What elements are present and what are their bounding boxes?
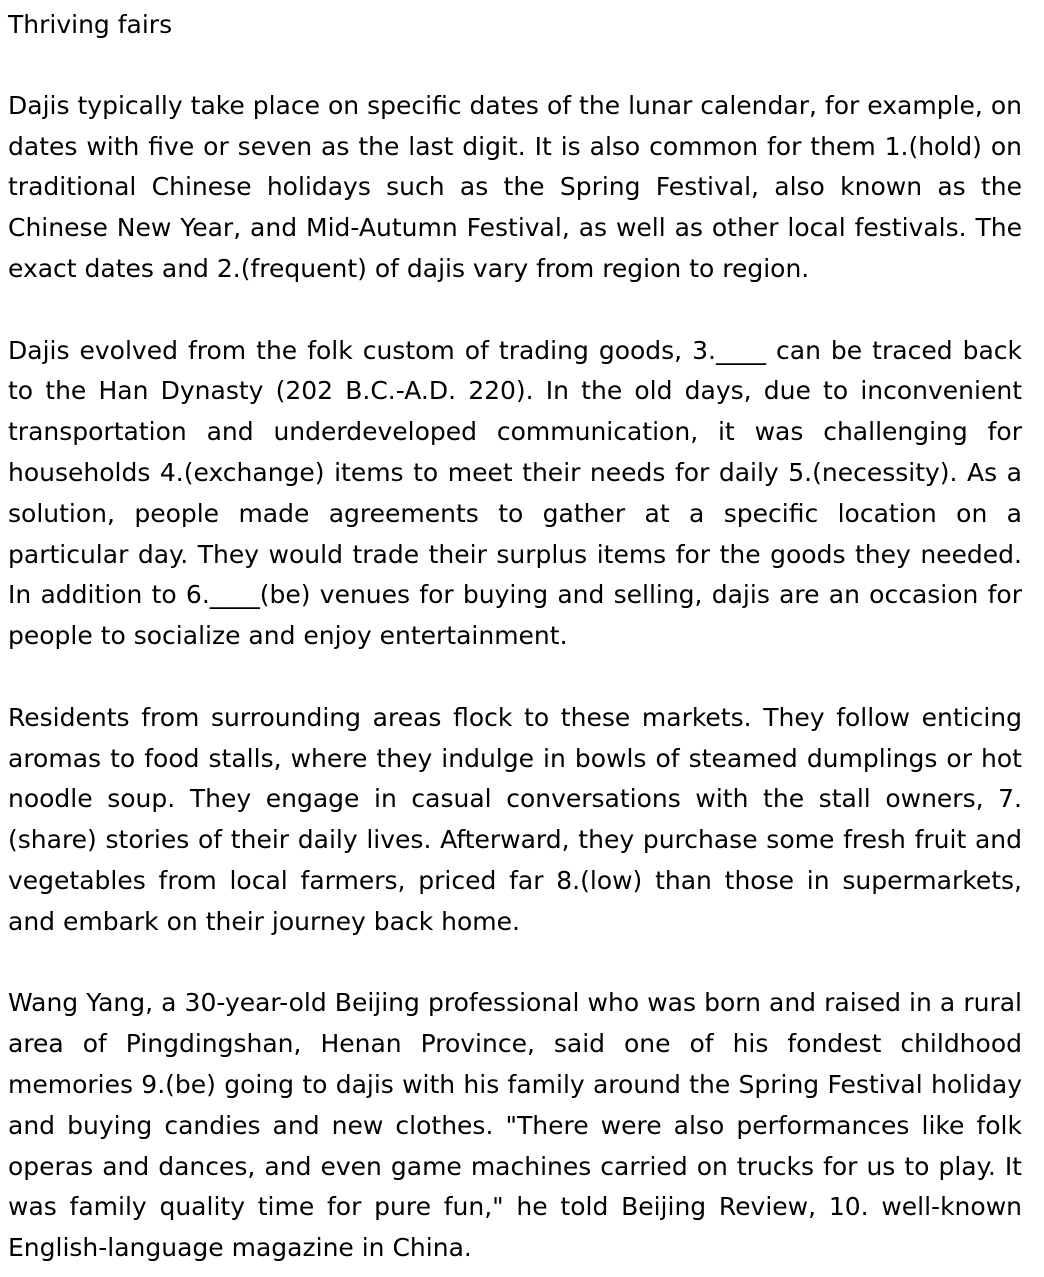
- paragraph-3: Residents from surrounding areas flock to these markets. They follow enticing aromas to food stalls, where they indulge in bowls of steamed dumplings or hot noodle soup. They engage in casual conversations with the stall owners, 7.(share) stories of their daily lives. Afterward, they purchase some fresh fruit and vegetables from local farmers, priced far 8.(low) than those in supermarkets, and embark on their journey back home.: [8, 702, 1022, 936]
- paragraph-1: Dajis typically take place on specific dates of the lunar calendar, for example, on dates with five or seven as the last digit. It is also common for them 1.(hold) on traditional Chinese holidays such as the Spring Festival, also known as the Chinese New Year, and Mid-Autumn Festival, as well as other local festivals. The exact dates and 2.(frequent) of dajis vary from region to region.: [8, 90, 1022, 283]
- paragraph-4: Wang Yang, a 30-year-old Beijing professional who was born and raised in a rural area of Pingdingshan, Henan Province, said one of his fondest childhood memories 9.(be) going to dajis with his family around the Spring Festival holiday and buying candies and new clothes. "There were also performances like folk operas and dances, and even game machines carried on trucks for us to play. It was family quality time for pure fun," he told Beijing Review, 10. well-known English-language magazine in China.: [8, 988, 1022, 1263]
- document-title: Thriving fairs: [8, 10, 173, 39]
- paragraph-2: Dajis evolved from the folk custom of trading goods, 3.____ can be traced back to the Han Dynasty (202 B.C.-A.D. 220). In the old days, due to inconvenient transportation and underdeveloped communication, it was challenging for households 4.(exchange) items to meet their needs for daily 5.(necessity). As a solution, people made agreements to gather at a specific location on a particular day. They would trade their surplus items for the goods they needed. In addition to 6.____(be) venues for buying and selling, dajis are an occasion for people to socialize and enjoy entertainment.: [8, 335, 1022, 651]
